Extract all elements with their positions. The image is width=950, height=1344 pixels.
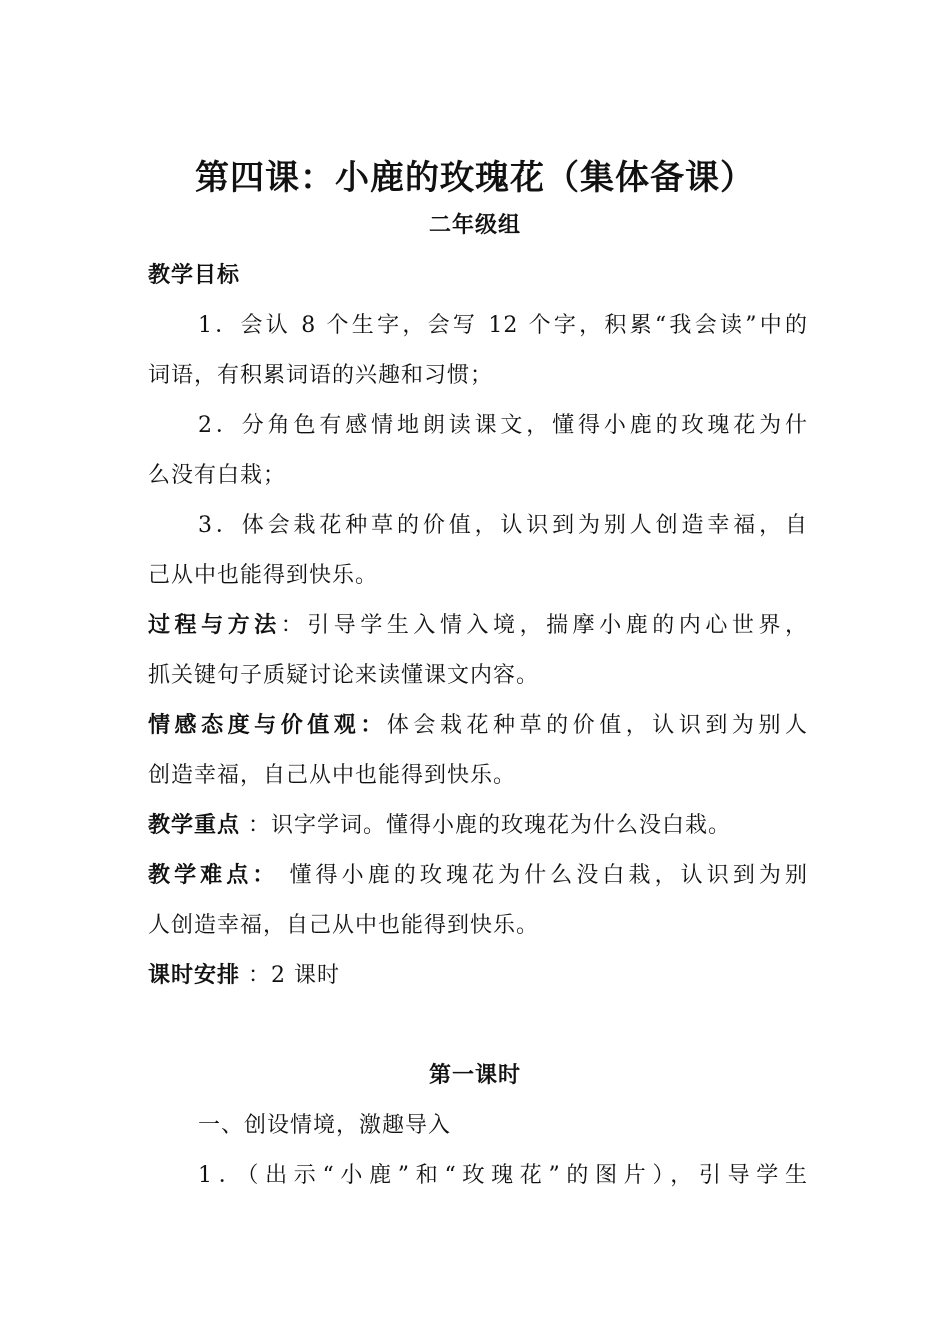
- schedule-label: 课时安排: [148, 963, 241, 988]
- emotion-line-1: [148, 708, 808, 744]
- key-points-line: [148, 808, 808, 844]
- schedule-text: ：2 课时: [240, 963, 340, 988]
- step-1: 一、创设情境，激趣导入: [198, 1113, 452, 1138]
- goal-3-line-2: 己从中也能得到快乐。: [148, 563, 379, 588]
- process-label: 过程与方法: [148, 613, 281, 638]
- key-text: ：识字学词。懂得小鹿的玫瑰花为什么没白栽。: [240, 813, 732, 838]
- difficult-text: 懂得小鹿的玫瑰花为什么没白栽，认识到为别: [278, 863, 808, 888]
- emotion-line-2: 创造幸福，自己从中也能得到快乐。: [148, 763, 517, 788]
- key-label: 教学重点: [148, 813, 241, 838]
- difficult-line-1: [148, 858, 808, 894]
- process-text: ：引导学生入情入境，揣摩小鹿的内心世界，: [280, 613, 808, 638]
- goal-1-line-2: 词语，有积累词语的兴趣和习惯；: [148, 363, 494, 388]
- emotion-text: 体会栽花种草的价值，认识到为别人: [386, 713, 808, 738]
- difficult-line-2: 人创造幸福，自己从中也能得到快乐。: [148, 913, 540, 938]
- lesson-heading: 第一课时: [428, 1063, 521, 1088]
- process-line-2: 抓关键句子质疑讨论来读懂课文内容。: [148, 663, 540, 688]
- goal-3-line-1: 3．体会栽花种草的价值，认识到为别人创造幸福，自: [198, 513, 808, 538]
- step-1-1: 1．（出示“小鹿”和“玫瑰花”的图片），引导学生: [198, 1163, 808, 1188]
- page-subtitle: 二年级组: [428, 213, 521, 238]
- difficult-label: 教学难点：: [148, 863, 279, 888]
- goal-1-line-1: 1．会认 8 个生字，会写 12 个字，积累“我会读”中的: [198, 313, 808, 338]
- goals-heading: 教学目标: [148, 263, 241, 288]
- goal-2-line-1: 2．分角色有感情地朗读课文，懂得小鹿的玫瑰花为什: [198, 413, 808, 438]
- schedule-line: [148, 958, 808, 994]
- page-title: 第四课：小鹿的玫瑰花（集体备课）: [195, 158, 755, 198]
- goal-2-line-2: 么没有白栽；: [148, 463, 287, 488]
- process-line-1: [148, 608, 808, 644]
- emotion-label: 情感态度与价值观：: [148, 713, 387, 738]
